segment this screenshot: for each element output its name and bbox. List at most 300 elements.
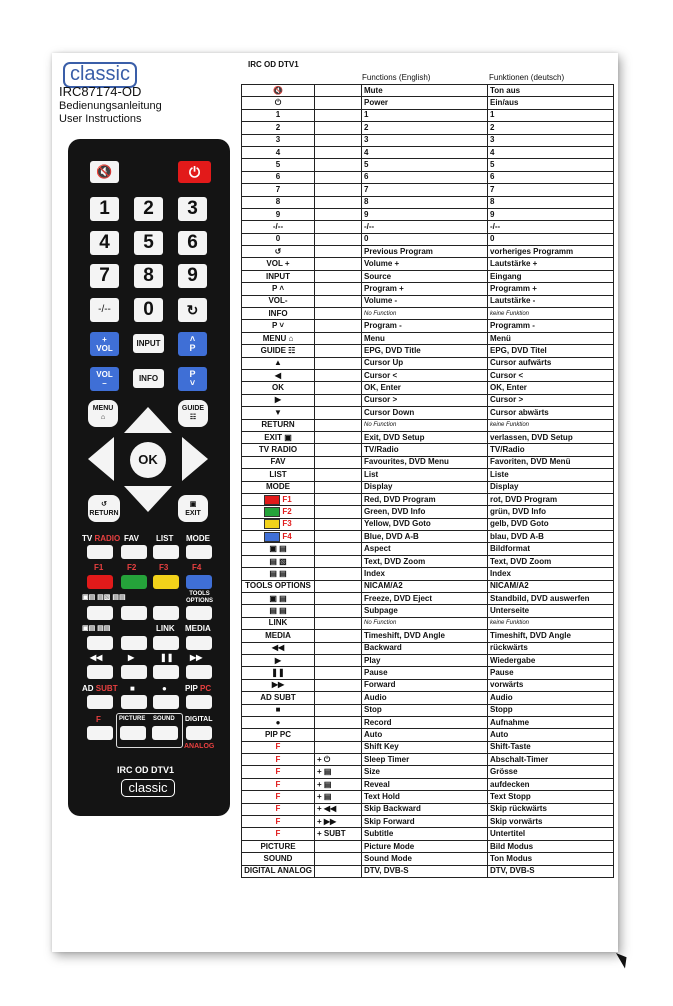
function-german: Eingang bbox=[488, 270, 614, 282]
modifier-cell: + ▤ bbox=[315, 778, 362, 790]
key-cell: TV RADIO bbox=[242, 444, 315, 456]
function-english: Exit, DVD Setup bbox=[362, 431, 488, 443]
key-cell: F4 bbox=[242, 531, 315, 543]
function-german: 3 bbox=[488, 134, 614, 146]
f4-blue-button bbox=[186, 575, 212, 589]
modifier-cell bbox=[315, 295, 362, 307]
function-german: Ton Modus bbox=[488, 853, 614, 865]
function-english: No Function bbox=[362, 419, 488, 431]
modifier-cell: + ▤ bbox=[315, 766, 362, 778]
modifier-cell bbox=[315, 729, 362, 741]
f2-label: F2 bbox=[127, 563, 137, 572]
key-9: 9 bbox=[178, 264, 207, 288]
play-button bbox=[121, 665, 147, 679]
tools-button bbox=[186, 606, 212, 620]
modifier-cell bbox=[315, 568, 362, 580]
link-button bbox=[153, 636, 179, 650]
modifier-cell bbox=[315, 159, 362, 171]
table-row bbox=[242, 122, 614, 134]
table-row bbox=[242, 617, 614, 629]
modifier-cell bbox=[315, 171, 362, 183]
key-cell: TOOLS OPTIONS bbox=[242, 580, 315, 592]
function-english: TV/Radio bbox=[362, 444, 488, 456]
modifier-cell bbox=[315, 221, 362, 233]
key-cell: INPUT bbox=[242, 270, 315, 282]
vol-minus-button: VOL – bbox=[90, 367, 119, 391]
key-cell: 2 bbox=[242, 122, 315, 134]
function-english: Size bbox=[362, 766, 488, 778]
table-row bbox=[242, 308, 614, 320]
aspect-button bbox=[87, 606, 113, 620]
table-row bbox=[242, 208, 614, 220]
modifier-cell bbox=[315, 246, 362, 258]
modifier-cell bbox=[315, 506, 362, 518]
key-6: 6 bbox=[178, 231, 207, 255]
color-swatch-icon bbox=[264, 507, 280, 517]
key-cell: OK bbox=[242, 382, 315, 394]
table-row bbox=[242, 431, 614, 443]
key-cell: ⏻ bbox=[242, 97, 315, 109]
key-cell: F bbox=[242, 803, 315, 815]
table-row bbox=[242, 654, 614, 666]
table-row bbox=[242, 754, 614, 766]
function-german: Programm + bbox=[488, 283, 614, 295]
previous-program-icon: ↻ bbox=[178, 298, 207, 322]
input-button: INPUT bbox=[133, 334, 164, 353]
function-german: Abschalt-Timer bbox=[488, 754, 614, 766]
key-cell: F bbox=[242, 816, 315, 828]
remote-brand-logo: classic bbox=[121, 779, 175, 797]
column-header-english: Functions (English) bbox=[362, 73, 431, 82]
key-cell: ● bbox=[242, 716, 315, 728]
key-cell: F2 bbox=[242, 506, 315, 518]
table-row bbox=[242, 865, 614, 877]
function-english: Previous Program bbox=[362, 246, 488, 258]
key-cell: AD SUBT bbox=[242, 692, 315, 704]
key-cell: F bbox=[242, 778, 315, 790]
table-row bbox=[242, 134, 614, 146]
modifier-cell bbox=[315, 345, 362, 357]
key-cell: ▤ ▧ bbox=[242, 555, 315, 567]
function-english: Sleep Timer bbox=[362, 754, 488, 766]
tv-radio-button bbox=[87, 545, 113, 559]
function-german: TV/Radio bbox=[488, 444, 614, 456]
modifier-cell: + ▤ bbox=[315, 791, 362, 803]
play-icon: ▶ bbox=[128, 653, 135, 662]
table-row bbox=[242, 246, 614, 258]
table-row bbox=[242, 580, 614, 592]
modifier-cell bbox=[315, 208, 362, 220]
table-row bbox=[242, 444, 614, 456]
function-german: Skip rückwärts bbox=[488, 803, 614, 815]
table-row bbox=[242, 382, 614, 394]
f2-green-button bbox=[121, 575, 147, 589]
key-cell: 5 bbox=[242, 159, 315, 171]
function-german: Shift-Taste bbox=[488, 741, 614, 753]
function-english: Volume + bbox=[362, 258, 488, 270]
function-german: OK, Enter bbox=[488, 382, 614, 394]
table-row bbox=[242, 345, 614, 357]
table-row bbox=[242, 419, 614, 431]
modifier-cell bbox=[315, 122, 362, 134]
table-row bbox=[242, 667, 614, 679]
table-row bbox=[242, 456, 614, 468]
function-english: Power bbox=[362, 97, 488, 109]
function-german: Bildformat bbox=[488, 543, 614, 555]
table-row bbox=[242, 704, 614, 716]
table-row bbox=[242, 766, 614, 778]
key-cell: ▤ ▤ bbox=[242, 568, 315, 580]
modifier-cell bbox=[315, 184, 362, 196]
digital-analog-button bbox=[186, 726, 212, 740]
function-english: 7 bbox=[362, 184, 488, 196]
modifier-cell: + ⏻ bbox=[315, 754, 362, 766]
function-german: Programm - bbox=[488, 320, 614, 332]
key-cell: ▶ bbox=[242, 394, 315, 406]
subtitle-de: Bedienungsanleitung bbox=[59, 100, 162, 112]
text-button bbox=[121, 606, 147, 620]
function-german: 9 bbox=[488, 208, 614, 220]
table-row bbox=[242, 332, 614, 344]
table-row bbox=[242, 233, 614, 245]
f3-yellow-button bbox=[153, 575, 179, 589]
pause-icon: ❚❚ bbox=[160, 653, 174, 662]
modifier-cell bbox=[315, 357, 362, 369]
menu-button: MENU ⌂ bbox=[88, 400, 118, 427]
backward-icon: ◀◀ bbox=[90, 653, 103, 662]
table-row bbox=[242, 184, 614, 196]
function-english: Subpage bbox=[362, 605, 488, 617]
function-english: 6 bbox=[362, 171, 488, 183]
function-english: Yellow, DVD Goto bbox=[362, 518, 488, 530]
function-english: Auto bbox=[362, 729, 488, 741]
modifier-cell bbox=[315, 469, 362, 481]
key-cell: DIGITAL ANALOG bbox=[242, 865, 315, 877]
function-english: No Function bbox=[362, 308, 488, 320]
power-icon: ⏻ bbox=[178, 161, 211, 183]
table-row bbox=[242, 741, 614, 753]
function-german: Bild Modus bbox=[488, 840, 614, 852]
f4-label: F4 bbox=[192, 563, 202, 572]
modifier-cell bbox=[315, 481, 362, 493]
function-english: EPG, DVD Title bbox=[362, 345, 488, 357]
key-cell: 6 bbox=[242, 171, 315, 183]
key-cell: PIP PC bbox=[242, 729, 315, 741]
key-cell: ▶ bbox=[242, 654, 315, 666]
table-row bbox=[242, 407, 614, 419]
modifier-cell bbox=[315, 555, 362, 567]
function-german: Cursor > bbox=[488, 394, 614, 406]
modifier-cell bbox=[315, 283, 362, 295]
forward-button bbox=[186, 665, 212, 679]
modifier-cell bbox=[315, 419, 362, 431]
picture-button bbox=[120, 726, 146, 740]
return-button: ↺ RETURN bbox=[88, 495, 120, 522]
key-cell: F bbox=[242, 766, 315, 778]
color-swatch-icon bbox=[264, 519, 280, 529]
digital-label: DIGITAL bbox=[185, 716, 213, 723]
table-row bbox=[242, 394, 614, 406]
freeze-subpage-icons: ▣▤ ▤▤ bbox=[82, 625, 111, 632]
table-row bbox=[242, 85, 614, 97]
function-english: Volume - bbox=[362, 295, 488, 307]
key-cell: MENU ⌂ bbox=[242, 332, 315, 344]
function-german: vorwärts bbox=[488, 679, 614, 691]
modifier-cell bbox=[315, 332, 362, 344]
function-german: gelb, DVD Goto bbox=[488, 518, 614, 530]
function-english: Cursor Up bbox=[362, 357, 488, 369]
modifier-cell bbox=[315, 407, 362, 419]
function-german: 1 bbox=[488, 109, 614, 121]
table-row bbox=[242, 593, 614, 605]
function-table bbox=[241, 84, 614, 878]
function-german: blau, DVD A-B bbox=[488, 531, 614, 543]
table-row bbox=[242, 828, 614, 840]
key-cell: F3 bbox=[242, 518, 315, 530]
function-english: Shift Key bbox=[362, 741, 488, 753]
subtitle-en: User Instructions bbox=[59, 113, 142, 125]
modifier-cell bbox=[315, 630, 362, 642]
function-german: 0 bbox=[488, 233, 614, 245]
function-german: Grösse bbox=[488, 766, 614, 778]
table-row bbox=[242, 97, 614, 109]
f1-label: F1 bbox=[94, 563, 104, 572]
cursor-up-icon bbox=[124, 407, 172, 433]
key-cell: ▶▶ bbox=[242, 679, 315, 691]
table-row bbox=[242, 159, 614, 171]
key-cell: P ˄ bbox=[242, 283, 315, 295]
function-english: Favourites, DVD Menu bbox=[362, 456, 488, 468]
mode-button bbox=[186, 545, 212, 559]
function-german: Lautstärke - bbox=[488, 295, 614, 307]
key-cell: LIST bbox=[242, 469, 315, 481]
modifier-cell bbox=[315, 692, 362, 704]
function-german: Skip vorwärts bbox=[488, 816, 614, 828]
modifier-cell bbox=[315, 667, 362, 679]
table-row bbox=[242, 816, 614, 828]
function-german: vorheriges Programm bbox=[488, 246, 614, 258]
function-english: Blue, DVD A-B bbox=[362, 531, 488, 543]
modifier-cell bbox=[315, 543, 362, 555]
function-german: Text, DVD Zoom bbox=[488, 555, 614, 567]
function-german: EPG, DVD Titel bbox=[488, 345, 614, 357]
function-german: grün, DVD Info bbox=[488, 506, 614, 518]
key-cell: INFO bbox=[242, 308, 315, 320]
key-cell: PICTURE bbox=[242, 840, 315, 852]
function-english: Aspect bbox=[362, 543, 488, 555]
modifier-cell bbox=[315, 146, 362, 158]
modifier-cell bbox=[315, 456, 362, 468]
key-2: 2 bbox=[134, 197, 163, 221]
media-label: MEDIA bbox=[185, 624, 211, 633]
table-row bbox=[242, 109, 614, 121]
function-german: Liste bbox=[488, 469, 614, 481]
list-button bbox=[153, 545, 179, 559]
remote-control-image bbox=[68, 139, 230, 816]
function-german: 6 bbox=[488, 171, 614, 183]
function-german: Cursor abwärts bbox=[488, 407, 614, 419]
modifier-cell bbox=[315, 369, 362, 381]
modifier-cell bbox=[315, 704, 362, 716]
key-cell: ◀ bbox=[242, 369, 315, 381]
key-cell: P ˅ bbox=[242, 320, 315, 332]
modifier-cell bbox=[315, 258, 362, 270]
function-english: Record bbox=[362, 716, 488, 728]
function-german: keine Funktion bbox=[488, 308, 614, 320]
function-german: Stopp bbox=[488, 704, 614, 716]
function-german: Lautstärke + bbox=[488, 258, 614, 270]
function-english: Red, DVD Program bbox=[362, 493, 488, 505]
modifier-cell bbox=[315, 580, 362, 592]
function-english: List bbox=[362, 469, 488, 481]
key-cell: VOL- bbox=[242, 295, 315, 307]
function-english: Cursor < bbox=[362, 369, 488, 381]
column-header-german: Funktionen (deutsch) bbox=[489, 73, 565, 82]
function-english: 8 bbox=[362, 196, 488, 208]
modifier-cell bbox=[315, 320, 362, 332]
record-button bbox=[153, 695, 179, 709]
fav-label: FAV bbox=[124, 534, 139, 543]
key-cell: 9 bbox=[242, 208, 315, 220]
table-row bbox=[242, 840, 614, 852]
freeze-button bbox=[87, 636, 113, 650]
key-cell: RETURN bbox=[242, 419, 315, 431]
function-english: 9 bbox=[362, 208, 488, 220]
list-label: LIST bbox=[156, 534, 174, 543]
modifier-cell bbox=[315, 109, 362, 121]
function-english: DTV, DVB-S bbox=[362, 865, 488, 877]
fav-button bbox=[121, 545, 147, 559]
modifier-cell bbox=[315, 865, 362, 877]
key-cell: 🔇 bbox=[242, 85, 315, 97]
function-german: Wiedergabe bbox=[488, 654, 614, 666]
program-down-button: P ˅ bbox=[178, 367, 207, 391]
table-row bbox=[242, 469, 614, 481]
function-german: keine Funktion bbox=[488, 617, 614, 629]
table-row bbox=[242, 283, 614, 295]
tv-radio-label: TV RADIO bbox=[82, 534, 121, 543]
ok-button: OK bbox=[130, 442, 166, 478]
key-cell: F1 bbox=[242, 493, 315, 505]
function-german: Untertitel bbox=[488, 828, 614, 840]
info-button: INFO bbox=[133, 369, 164, 388]
key-cell: -/-- bbox=[242, 221, 315, 233]
table-row bbox=[242, 369, 614, 381]
modifier-cell bbox=[315, 394, 362, 406]
function-english: Text, DVD Zoom bbox=[362, 555, 488, 567]
cursor-down-icon bbox=[124, 486, 172, 512]
modifier-cell bbox=[315, 134, 362, 146]
table-row bbox=[242, 146, 614, 158]
sound-button bbox=[152, 726, 178, 740]
key-4: 4 bbox=[90, 231, 119, 255]
sound-label: SOUND bbox=[153, 716, 175, 722]
function-english: Program + bbox=[362, 283, 488, 295]
modifier-cell bbox=[315, 840, 362, 852]
key-cell: ■ bbox=[242, 704, 315, 716]
key-cell: VOL + bbox=[242, 258, 315, 270]
key-cell: F bbox=[242, 741, 315, 753]
table-row bbox=[242, 729, 614, 741]
key-cell: SOUND bbox=[242, 853, 315, 865]
key-dash: -/-- bbox=[90, 298, 119, 322]
table-row bbox=[242, 518, 614, 530]
modifier-cell bbox=[315, 531, 362, 543]
function-english: Source bbox=[362, 270, 488, 282]
function-english: Text Hold bbox=[362, 791, 488, 803]
modifier-cell bbox=[315, 654, 362, 666]
function-english: Play bbox=[362, 654, 488, 666]
function-english: Backward bbox=[362, 642, 488, 654]
function-english: Cursor Down bbox=[362, 407, 488, 419]
table-row bbox=[242, 357, 614, 369]
function-english: Timeshift, DVD Angle bbox=[362, 630, 488, 642]
pip-pc-label: PIP PC bbox=[185, 684, 212, 693]
stop-button bbox=[121, 695, 147, 709]
function-english: Menu bbox=[362, 332, 488, 344]
modifier-cell bbox=[315, 493, 362, 505]
key-cell: ▣ ▤ bbox=[242, 593, 315, 605]
function-english: -/-- bbox=[362, 221, 488, 233]
link-label: LINK bbox=[156, 624, 175, 633]
function-english: No Function bbox=[362, 617, 488, 629]
modifier-cell bbox=[315, 382, 362, 394]
modifier-cell bbox=[315, 308, 362, 320]
table-row bbox=[242, 481, 614, 493]
function-english: Picture Mode bbox=[362, 840, 488, 852]
key-cell: MODE bbox=[242, 481, 315, 493]
function-english: Subtitle bbox=[362, 828, 488, 840]
function-german: Cursor < bbox=[488, 369, 614, 381]
forward-icon: ▶▶ bbox=[190, 653, 203, 662]
exit-button: ▣ EXIT bbox=[178, 495, 208, 522]
function-german: Favoriten, DVD Menü bbox=[488, 456, 614, 468]
function-english: Index bbox=[362, 568, 488, 580]
function-english: Mute bbox=[362, 85, 488, 97]
modifier-cell bbox=[315, 270, 362, 282]
key-cell: ↺ bbox=[242, 246, 315, 258]
table-row bbox=[242, 295, 614, 307]
function-german: 4 bbox=[488, 146, 614, 158]
key-cell: 8 bbox=[242, 196, 315, 208]
modifier-cell bbox=[315, 593, 362, 605]
aspect-text-icons: ▣▤ ▤▧ ▤▤ bbox=[82, 594, 126, 601]
key-cell: F bbox=[242, 828, 315, 840]
guide-button: GUIDE ☷ bbox=[178, 400, 208, 427]
function-german: DTV, DVB-S bbox=[488, 865, 614, 877]
table-row bbox=[242, 270, 614, 282]
modifier-cell bbox=[315, 853, 362, 865]
key-cell: MEDIA bbox=[242, 630, 315, 642]
key-cell: ▤ ▤ bbox=[242, 605, 315, 617]
table-row bbox=[242, 221, 614, 233]
modifier-cell bbox=[315, 716, 362, 728]
key-5: 5 bbox=[134, 231, 163, 255]
key-cell: F bbox=[242, 754, 315, 766]
function-german: 8 bbox=[488, 196, 614, 208]
function-english: 0 bbox=[362, 233, 488, 245]
function-english: 2 bbox=[362, 122, 488, 134]
media-button bbox=[186, 636, 212, 650]
key-cell: 3 bbox=[242, 134, 315, 146]
function-german: Timeshift, DVD Angle bbox=[488, 630, 614, 642]
function-english: NICAM/A2 bbox=[362, 580, 488, 592]
ad-subt-label: AD SUBT bbox=[82, 684, 118, 693]
table-row bbox=[242, 630, 614, 642]
program-up-button: ˄ P bbox=[178, 332, 207, 356]
function-german: Ein/aus bbox=[488, 97, 614, 109]
function-german: 2 bbox=[488, 122, 614, 134]
